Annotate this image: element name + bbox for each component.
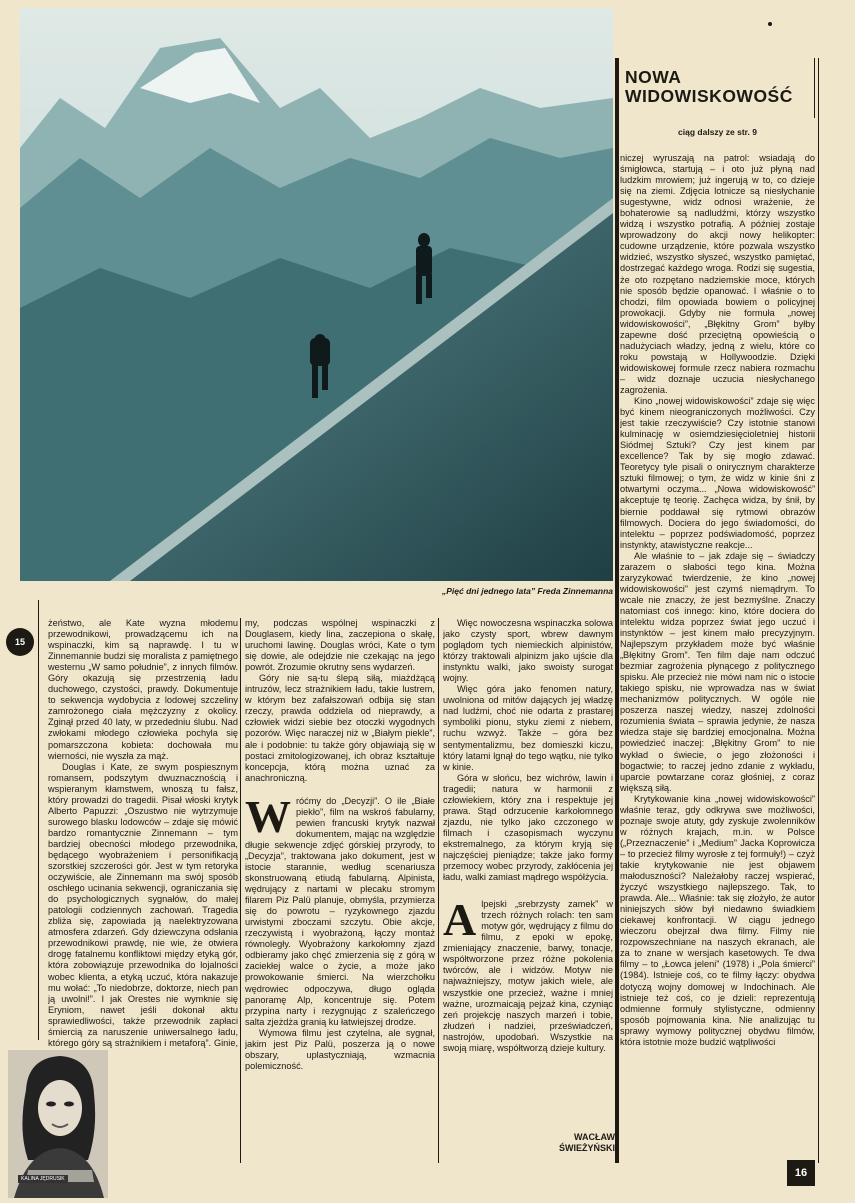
- sidebar-paragraph: Kino „nowej widowiskowości” zdaje się więc być kinem nieograniczonych możliwości. Czy jest takie rzeczywiście? Czy istotnie stanowi kulminację w osiemdziesięcioletniej historii Siódmej Sztuki? Czy jest kinem par excellence? Tak by się mogło zdawać. Teoretycy tyle pisali o onirycznym charakterze sztuki filmowej; o tym, że widz w kinie śni z otwartymi oczyma... „Nowa widowiskowość” akceptuje tę teorię. Zachęca widza, by śnił, by biernie poddawał się rytmowi obrazów filmowych. Dociera do jego świadomości, do intelektu – poprzez podświadomość, poprzez instynkty, atawistyczne reakcje...: [620, 396, 815, 550]
- sidebar-left-rule: [615, 58, 619, 1163]
- sidebar-paragraph: niczej wyruszają na patrol: wsiadają do śmigłowca, startują – i oto już płyną nad ludzkim mrowiem; już ingerują w to, co dzieje się na ziemi. Zdjęcia lotnicze są niesłychanie sugestywne, widz odnosi wrażenie, że bohaterowie są nadludźmi, którzy wszystko widzą i wszystko potrafią. A później zostaje wprowadzony do akcji nowy helikopter: cudowne urządzenie, które pozwala wszystko widzieć, wszystko słyszeć, wszystko pamiętać, dostrzegać każdego wroga. Rodzi się sugestia, że oto rozpętano nadziemskie moce, których nie sposób będzie opanować. I właśnie o to chodzi, film opowiada bowiem o policyjnej prowokacji. Gdyby nie formuła „nowej widowiskowości”, „Błękitny Grom” byłby zapewne dość przeciętną opowieścią o nadużyciach władzy, jedną z wielu, które co roku powstają w Hollywoodzie. Dzięki widowiskowej formule rzecz nabiera rozmachu – widz doznaje uczucia niesłychanego zagrożenia.: [620, 153, 815, 395]
- drop-cap-w: W: [245, 790, 291, 842]
- column-rule: [38, 600, 39, 1040]
- author-byline: [530, 1132, 615, 1154]
- article-title-line1: NOWA: [625, 67, 682, 87]
- body-paragraph: my, podczas wspólnej wspinaczki z Douglasem, kiedy lina, zaczepiona o skałę, uruchomi lawinę. Douglas wróci, Kate o tym się dowie, ale odejdzie nie czekając na jego powrót. Zrozumie okrutny sens wydarzeń.: [245, 618, 435, 673]
- text-column-3: [443, 618, 613, 1163]
- article-title-box: [615, 58, 815, 118]
- text-column-2: [245, 618, 435, 1163]
- author-last-name: ŚWIEŻYŃSKI: [558, 1143, 615, 1153]
- sidebar-right-rule: [818, 58, 819, 1163]
- bullet-dot: [768, 22, 772, 26]
- body-paragraph: Góry nie są-tu ślepą siłą, miażdżącą intruzów, lecz strażnikiem ładu, takie lustrem, w którym bez zafałszowań odbija się stan rzeczy, prawda oddziela od nieprawdy, a człowiek widzi siebie bez otoczki wygodnych pozorów. Więc naraczej niż w „Białym piekle”, ale i podobnie: tu także góry objawiają się w postaci zmitologizowanej, ich obraz kształtuje koncepcja, którą można uznać za anachroniczną.: [245, 673, 435, 783]
- photo-caption: „Pięć dni jednego lata” Freda Zinnemanna: [442, 586, 613, 596]
- article-title-line2: WIDOWISKOWOŚĆ: [625, 86, 793, 106]
- body-paragraph: Wymowa filmu jest czytelna, ale sygnał, jakim jest Piz Palü, poszerza ją o nowe obszary, uplastyczniają, wzmacnia polemiczność.: [245, 1027, 435, 1071]
- page-number-right: 16: [787, 1160, 815, 1186]
- portrait-label: KALINA JĘDRUSIK: [18, 1175, 68, 1183]
- body-paragraph: żeństwo, ale Kate wyzna młodemu przewodnikowi, prowadzącemu ich na wspinaczki, kim są naprawdę. I tu w Zinnemannie budzi się moralista z pamiętnego westernu „W samo południe”, z innych filmów. Góry okazują się przestrzenią ładu duchowego, czystości, prawdy. Dokumentuje to sekwencja wydobycia z lodowej szczeliny zamrożonego ciała mężczyzny z okolicy. Zginął przed 40 laty, w przededniu ślubu. Nad zwłokami młodego człowieka pochyla się pomarszczona kobieta: dochowała mu wierności, nie wyszła za mąż.: [48, 618, 238, 761]
- body-paragraph-dropcap: [245, 790, 435, 1028]
- continued-note: ciąg dalszy ze str. 9: [678, 127, 757, 137]
- dropcap-paragraph-text: lpejski „srebrzysty zamek” w trzech różnych rolach: ten sam motyw gór, wędrujący z filmu do filmu, z epoki w epokę, zmieniający znaczenie, barwy, tonacje, współtworzone przez różne pokolenia twórców, ale i widzów. Motyw nie najważniejszy, motyw jakich wiele, ale wszystkie one przecież, ważne i mniej ważne, urozmaicają pejzaż kina, czyniąc zeń projekcję naszych marzeń i tobie, złudzeń i nadziei, przeświadczeń, nastrojów, upodobań. Wszystkie na swoją miarę, współtworzą dzieje kultury.: [443, 899, 613, 1053]
- dropcap-paragraph-text: róćmy do „Decyzji”. O ile „Białe piekło”, film na wskroś fabularny, pewien francuski krytyk nazwał dokumentem, mając na względzie długie sekwencje zdjęć górskiej przyrody, to „Decyzja”, traktowana jako dokument, jest w istocie starannie, według scenariusza skonstruowaną etiudą fabularną. Alpinista, wędrujący z nartami w plecaku stromym filarem Piz Palü planuje, obmyśla, przymierza się do powrotu – ryzykownego zjazdu urwistymi zboczami szczytu. Obie akcje, rzeczywistą i wyobrażoną, łączy montaż równoległy. Wyobrażony karkołomny zjazd odbieramy jako chęć zmierzenia się z górą w zaciekłej walce o życie, a może jako prowokowanie śmierci. Na wierzchołku wędrowiec odpoczywa, długo ogląda panoramę Alp, koncentruje się. Potem przypina narty i rezygnując z szaleńczego salta zjeżdża granią ku łatwiejszej drodze.: [245, 795, 435, 1027]
- sidebar-text-column: [620, 153, 815, 1163]
- body-paragraph: Więc nowoczesna wspinaczka solowa jako czysty sport, wbrew dawnym poglądom tych niemieckich alpinistów, którzy traktowali alpinizm jako ujście dla instynktu walki, jako swoisty surogat wojny.: [443, 618, 613, 684]
- author-first-name: WACŁAW: [574, 1132, 615, 1142]
- page-number-left: 15: [6, 628, 34, 656]
- sidebar-paragraph: Krytykowanie kina „nowej widowiskowości” właśnie teraz, gdy odkrywa swe możliwości, poznaje swoje atuty, gdy zyskuje zwolenników w różnych krajach, m.in. w Polsce („Przeznaczenie” i „Medium” Jacka Koprowicza – to przecież filmy wyrosłe z tej formuły!) – czyż takie krytykowanie nie jest objawem małoduszności? Należałoby raczej wspierać, życzyć wszystkiego najlepszego. Tak, to prawda. Ale... Właśnie: tak się złożyło, że autor niniejszych słów był niedawno świadkiem ciekawej konfrontacji. W ciągu jednego wieczoru obejrzał dwa filmy. Filmy nie rozpowszechniane na naszych ekranach, ale za to znane w wersjach kasetowych. Te dwa filmy – to „Łowca jeleni” (1978) i „Pola śmierci” (1984). Istnieje coś, co te filmy łączy: obydwa dotyczą wojny domowej w Indochinach. Ale istnieje też coś, co je dzieli: reprezentują odmienne formuły stylistyczne, odmienny sposób pojmowania kina. Nie analizując tu sprawy wymowy politycznej obydwu filmów, która istotnie może budzić wątpliwości: [620, 793, 815, 1047]
- mountain-illustration: [20, 8, 613, 581]
- column-rule: [240, 618, 241, 1163]
- body-paragraph-dropcap: [443, 894, 613, 1054]
- body-paragraph: Więc góra jako fenomen natury, uwolniona od mitów dających jej władzę nad ludźmi, choć nie odarta z prastarej symboliki pionu, styku ziemi z niebem, ruchu wzwyż. Także – góra bez sentymentalizmu, bez domieszki kiczu, który latami lgnął do tego wątku, nie tylko w kinie.: [443, 684, 613, 772]
- column-rule: [438, 618, 439, 1163]
- sidebar-paragraph: Ale właśnie to – jak zdaje się – świadczy zarazem o słabości tego kina. Można zaryzykować twierdzenie, że kino „nowej widowiskowości” jest czymś niemądrym. To wcale nie znaczy, że jest bezmyślne. Znaczy natomiast coś innego: kino, które dociera do intelektu widza poprzez świat jego uczuć i instynktów – jest kinem mało precyzyjnym. Najlepszym przykładem może być właśnie „Błękitny Grom”. Ten film daje nam odczuć bezmiar zagrożenia płynącego z politycznego spisku. Ale przecież nie mówi nam nic o istocie takiego spisku, nie wprowadza nas w świat mechanizmów politycznych. W ogóle nie poszerza naszej wiedzy, naszej zdolności rozumienia świata – sprawia jedynie, że nasza wiedza staje się bardziej emocjonalna. Można powiedzieć inaczej: „Błękitny Grom” to nie wykład o świecie, o jego złożoności i bogactwie; to raczej jedno zdanie z wykładu, uparcie powtarzane coraz głośniej, z coraz większą siłą.: [620, 550, 815, 793]
- body-paragraph: Góra w słońcu, bez wichrów, lawin i tragedii; natura w harmonii z człowiekiem, który zna i respektuje jej prawa. Stąd odrzucenie karkołomnego zjazdu, nie tylko jako czczonego w filmach i czasopismach wyczynu ekstremalnego, za którym kryją się najczęściej pieniądze; także jako formy przemocy wobec przyrody, zakłócenia jej ładu, walki zamiast mądrego współżycia.: [443, 772, 613, 883]
- drop-cap-a: A: [443, 894, 477, 946]
- body-paragraph: Douglas i Kate, ze swym pospiesznym romansem, podszytym dwuznacznością i wspieranym kłamstwem, wnoszą tu fałsz, który prowadzi do tragedii. Pisał włoski krytyk Alberto Papuzzi: „Oszustwo nie wytrzymuje surowego blasku lodowców – zdaje się mówić bardzo romantycznie Zinnemann – tym bardziej obecności młodego przewodnika, będącego wyobrażeniem i personifikacją szorstkiej szczerości gór. Jest w tym retoryka oczywiście, ale Zinnemann ma swój sposób oschłego ucinania sekwencji, ograniczania się do psychologicznych sygnałów, do małej patologii codziennych zachowań. Tragedia zbliża się, zapowiada ją naelektryzowana atmosfera zdarzeń. Gdy dziewczyna odsłania przewodnikowi prawdę, nie wie, że otwiera drogę fatalnemu konfliktowi między etyką gór, która zobowiązuje przewodnika do lojalności wobec klienta, a etyką uczuć, która nakazuje mu wołać: „To niedobrze, doktorze, niech pan ją uwolni!”. I jak Orestes nie wymknie się Eryniom, nawet jeśli dokonał aktu sprawiedliwości, także przewodnik zapłaci śmiercią za naruszenie uniwersalnego ładu, którego góry są strażnikiem i metaforą”. Ginie,: [48, 761, 238, 1048]
- mountain-climbers-photo: [20, 8, 613, 581]
